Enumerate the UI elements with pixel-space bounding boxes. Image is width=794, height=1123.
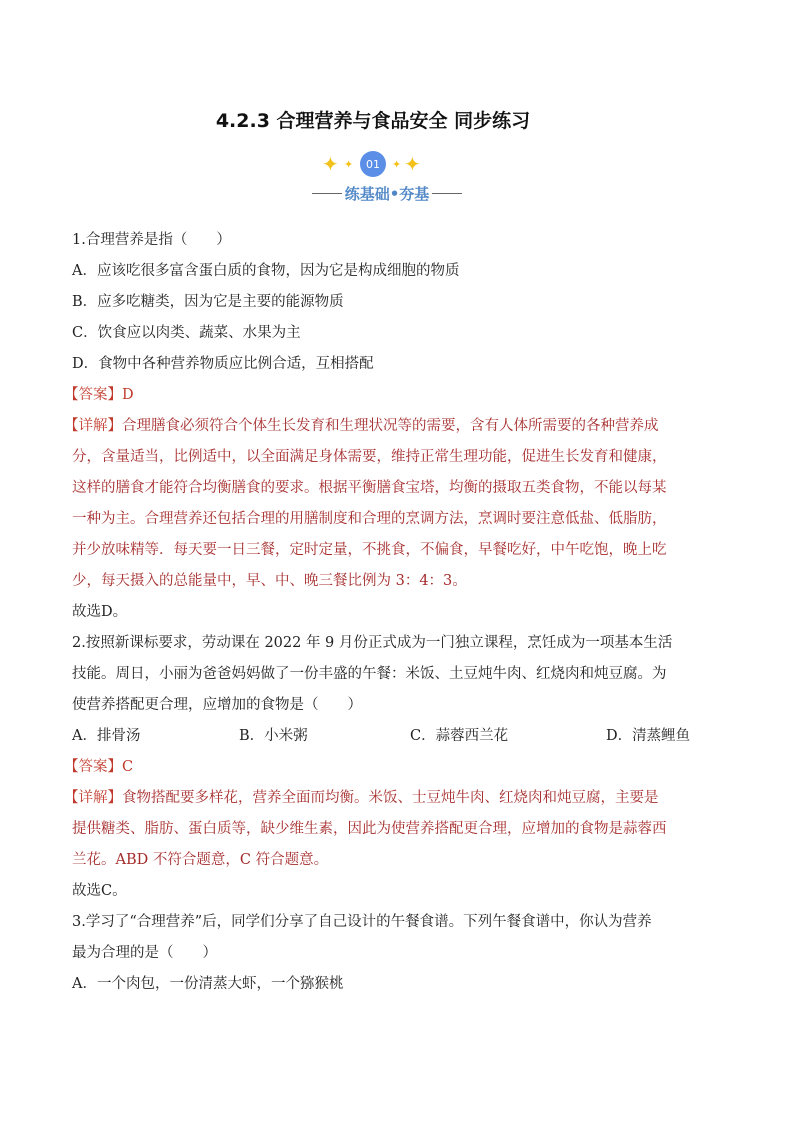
option-c: C．蒜蓉西兰花 — [410, 728, 509, 744]
question-stem: 使营养搭配更合理，应增加的食物是（ ） — [72, 697, 362, 713]
detail-line: 兰花。ABD 不符合题意，C 符合题意。 — [72, 852, 329, 868]
sparkle-icon: ✦ — [344, 158, 354, 171]
answer-value: D — [122, 387, 134, 403]
sparkle-icon: ✦ — [322, 152, 339, 176]
question-stem: 1.合理营养是指（ ） — [72, 232, 231, 248]
section-label: 练基础•夯基 — [344, 184, 430, 203]
divider — [432, 193, 462, 194]
question-stem: 2.按照新课标要求，劳动课在 2022 年 9 月份正式成为一门独立课程，烹饪成为一项基本生活 — [72, 635, 673, 651]
page-title: 4.2.3 合理营养与食品安全 同步练习 — [215, 110, 531, 132]
answer-tag: 【答案】 — [64, 759, 122, 775]
question-stem: 最为合理的是（ ） — [72, 945, 217, 961]
detail-line: 并少放味精等．每天要一日三餐，定时定量，不挑食，不偏食，早餐吃好，中午吃饱，晚上吃 — [72, 542, 667, 558]
section-number-badge: 01 — [360, 151, 386, 177]
sparkle-icon: ✦ — [392, 158, 402, 171]
detail-line: 分，含量适当，比例适中，以全面满足身体需要，维持正常生理功能，促进生长发育和健康， — [72, 449, 667, 465]
conclusion: 故选C。 — [72, 883, 127, 899]
detail-tag: 【详解】 — [64, 418, 122, 434]
answer-line — [64, 380, 732, 411]
sparkle-icon: ✦ — [404, 152, 421, 176]
detail-line: 提供糖类、脂肪、蛋白质等，缺少维生素，因此为使营养搭配更合理，应增加的食物是蒜蓉西 — [72, 821, 667, 837]
option-d: D．清蒸鲤鱼 — [606, 728, 691, 744]
section-heading — [312, 182, 462, 204]
detail-tag: 【详解】 — [64, 790, 122, 806]
option-a: A．应该吃很多富含蛋白质的食物，因为它是构成细胞的物质 — [72, 263, 460, 279]
detail-line: 一种为主。合理营养还包括合理的用膳制度和合理的烹调方法，烹调时要注意低盐、低脂肪， — [72, 511, 667, 527]
option-d: D．食物中各种营养物质应比例合适，互相搭配 — [72, 356, 374, 372]
detail-line: 【详解】食物搭配要多样花，营养全面而均衡。米饭、士豆炖牛肉、红烧肉和炖豆腐，主要是 — [64, 790, 659, 806]
option-a: A．一个肉包，一份清蒸大虾，一个猕猴桃 — [72, 976, 344, 992]
detail-line: 【详解】合理膳食必须符合个体生长发育和生理状况等的需要，含有人体所需要的各种营养成 — [64, 418, 659, 434]
answer-line — [64, 752, 732, 783]
section-badge-row — [322, 150, 426, 180]
answer-value: C — [122, 759, 134, 775]
option-a: A．排骨汤 — [72, 728, 141, 744]
detail-line: 这样的膳食才能符合均衡膳食的要求。根据平衡膳食宝塔，均衡的摄取五类食物，不能以每某 — [72, 480, 667, 496]
divider — [312, 193, 342, 194]
option-b: B．应多吃糖类，因为它是主要的能源物质 — [72, 294, 344, 310]
options-row — [72, 721, 732, 752]
detail-line: 少，每天摄入的总能量中，早、中、晚三餐比例为 3：4：3。 — [72, 573, 467, 589]
question-stem: 3.学习了“合理营养”后，同学们分享了自己设计的午餐食谱。下列午餐食谱中，你认为营养 — [72, 914, 652, 930]
answer-tag: 【答案】 — [64, 387, 122, 403]
question-stem: 技能。周日，小丽为爸爸妈妈做了一份丰盛的午餐：米饭、土豆炖牛肉、红烧肉和炖豆腐。为 — [72, 666, 667, 682]
option-b: B．小米粥 — [239, 728, 308, 744]
option-c: C．饮食应以肉类、蔬菜、水果为主 — [72, 325, 301, 341]
conclusion: 故选D。 — [72, 604, 128, 620]
exercise-content — [64, 225, 732, 1000]
